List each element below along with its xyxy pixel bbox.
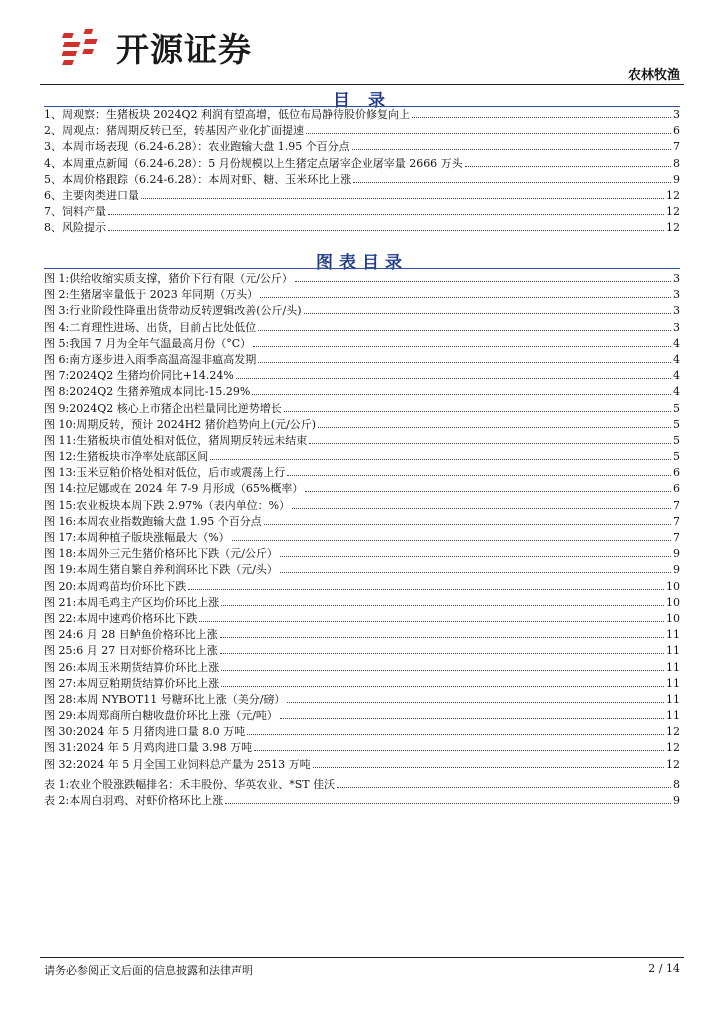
figure-entry[interactable] xyxy=(44,351,680,367)
figure-entry-num: 图 7: xyxy=(44,369,70,383)
dot-leader xyxy=(318,427,671,428)
figure-entry-txt: 生猪板块市值处相对低位，猪周期反转远未结束 xyxy=(76,433,308,447)
toc-list xyxy=(44,106,680,236)
figure-entry-pg: 12 xyxy=(666,757,680,771)
figure-entry-num: 图 32: xyxy=(44,757,77,771)
dot-leader xyxy=(258,330,671,331)
table-entry-pg: 8 xyxy=(673,778,680,791)
figure-entry[interactable] xyxy=(44,578,680,594)
table-entry-txt: 本周白羽鸡、对虾价格环比上涨 xyxy=(69,794,224,808)
dot-leader xyxy=(284,411,671,412)
figure-entry-pg: 7 xyxy=(673,531,680,544)
table-entry-num: 表 2: xyxy=(44,794,70,808)
toc-entry-num: 7、 xyxy=(44,205,62,219)
figure-entry-txt: 本周鸡苗均价环比下跌 xyxy=(76,579,187,593)
figure-entry-txt: 本周农业指数跑输大盘 1.95 个百分点 xyxy=(76,514,262,528)
figure-entry-num: 图 9: xyxy=(44,401,70,415)
dot-leader xyxy=(260,297,671,298)
figure-entry-num: 图 16: xyxy=(44,514,77,528)
figure-entry[interactable] xyxy=(44,756,680,772)
toc-entry[interactable] xyxy=(44,203,680,219)
dot-leader xyxy=(353,182,671,183)
toc-entry-txt: 饲料产量 xyxy=(62,205,106,219)
dot-leader xyxy=(108,230,664,231)
figure-entry-pg: 12 xyxy=(666,741,680,755)
figure-entry-pg: 10 xyxy=(666,611,680,625)
figure-entry-num: 图 15: xyxy=(44,498,77,512)
table-list xyxy=(44,776,680,808)
figure-entry-txt: 本周中速鸡价格环比下跌 xyxy=(76,611,198,625)
dot-leader xyxy=(295,281,671,282)
figure-entry-pg: 5 xyxy=(673,417,680,431)
figure-entry[interactable] xyxy=(44,383,680,399)
figure-entry-txt: 生猪屠宰量低于 2023 年同期（万头） xyxy=(69,288,259,302)
brand-name: 开源证券 xyxy=(116,30,252,69)
dot-leader xyxy=(221,605,664,606)
figure-entry-txt: 本周毛鸡主产区均价环比上涨 xyxy=(76,595,220,609)
figure-entry-txt: 生猪板块市净率处底部区间 xyxy=(76,450,209,464)
table-entry-txt: 农业个股涨跌幅排名：禾丰股份、华英农业、*ST 佳沃 xyxy=(69,778,336,791)
dot-leader xyxy=(220,637,664,638)
figure-entry-num: 图 20: xyxy=(44,579,77,593)
figure-entry-num: 图 14: xyxy=(44,482,77,496)
figure-entry-pg: 4 xyxy=(673,336,680,350)
page-header xyxy=(0,0,724,90)
figure-entry-num: 图 12: xyxy=(44,450,77,464)
figure-entry-num: 图 17: xyxy=(44,531,77,544)
figure-entry-num: 图 27: xyxy=(44,676,77,690)
figure-entry-num: 图 11: xyxy=(44,433,77,447)
toc-entry-txt: 本周重点新闻（6.24-6.28）：5 月份规模以上生猪定点屠宰企业屠宰量 2666 万头 xyxy=(62,156,463,170)
dot-leader xyxy=(108,214,664,215)
figure-entry[interactable] xyxy=(44,319,680,335)
figure-entry-num: 图 6: xyxy=(44,352,70,366)
figure-entry-num: 图 4: xyxy=(44,320,70,334)
figure-entry[interactable] xyxy=(44,659,680,675)
company-logo xyxy=(62,24,252,71)
figure-entry[interactable] xyxy=(44,513,680,529)
figure-entry[interactable] xyxy=(44,707,680,723)
figure-entry-pg: 3 xyxy=(673,320,680,334)
figure-entry[interactable] xyxy=(44,464,680,480)
toc-entry[interactable] xyxy=(44,187,680,203)
figure-entry[interactable] xyxy=(44,286,680,302)
figure-entry[interactable] xyxy=(44,416,680,432)
dot-leader xyxy=(141,198,664,199)
toc-entry-txt: 本周价格跟踪（6.24-6.28）：本周对虾、糖、玉米环比上涨 xyxy=(62,172,352,186)
figure-entry-txt: 二育理性进场、出货，目前占比处低位 xyxy=(69,320,257,334)
table-entry[interactable] xyxy=(44,776,680,792)
dot-leader xyxy=(337,787,671,788)
dot-leader xyxy=(225,803,671,804)
figure-entry-num: 图 26: xyxy=(44,660,77,674)
dot-leader xyxy=(236,378,671,379)
figure-entry[interactable] xyxy=(44,448,680,464)
figure-entry-num: 图 24: xyxy=(44,628,77,642)
dot-leader xyxy=(292,508,671,509)
dot-leader xyxy=(280,718,664,719)
figure-entry-pg: 6 xyxy=(673,466,680,480)
toc-entry[interactable] xyxy=(44,138,680,154)
figure-entry-num: 图 5: xyxy=(44,336,70,350)
toc-entry-num: 6、 xyxy=(44,188,62,202)
figure-entry-pg: 9 xyxy=(673,563,680,577)
dot-leader xyxy=(220,653,664,654)
figure-entry-pg: 10 xyxy=(666,579,680,593)
figure-entry-num: 图 21: xyxy=(44,595,77,609)
figure-entry-num: 图 1: xyxy=(44,272,70,285)
toc-entry-pg: 12 xyxy=(666,205,680,219)
toc-entry-num: 5、 xyxy=(44,172,62,186)
figure-entry-pg: 4 xyxy=(673,385,680,399)
toc-entry[interactable] xyxy=(44,155,680,171)
figure-entry-pg: 11 xyxy=(666,644,680,658)
figure-entry[interactable] xyxy=(44,739,680,755)
figure-entry[interactable] xyxy=(44,432,680,448)
figure-entry-num: 图 19: xyxy=(44,563,77,577)
toc-entry-pg: 3 xyxy=(673,108,680,121)
dot-leader xyxy=(253,346,671,347)
dot-leader xyxy=(280,556,671,557)
figure-entry-pg: 7 xyxy=(673,498,680,512)
dot-leader xyxy=(465,166,671,167)
figure-entry-txt: 本周生猪自繁自养利润环比下跌（元/头） xyxy=(76,563,278,577)
figure-entry-pg: 3 xyxy=(673,272,680,285)
toc-entry[interactable] xyxy=(44,219,680,235)
figure-entry-txt: 2024Q2 生猪均价同比+14.24% xyxy=(69,369,234,383)
dot-leader xyxy=(199,621,664,622)
figure-entry-pg: 5 xyxy=(673,450,680,464)
figure-entry-pg: 5 xyxy=(673,401,680,415)
dot-leader xyxy=(252,394,671,395)
toc-entry-txt: 主要肉类进口量 xyxy=(62,188,139,202)
figure-entry-pg: 3 xyxy=(673,288,680,302)
dot-leader xyxy=(287,475,671,476)
figure-entry-pg: 11 xyxy=(666,628,680,642)
figure-entry-pg: 12 xyxy=(666,725,680,739)
toc-entry-pg: 12 xyxy=(666,188,680,202)
page-number: 2 / 14 xyxy=(648,962,680,975)
toc-entry-num: 1、 xyxy=(44,108,62,121)
toc-entry[interactable] xyxy=(44,106,680,122)
figure-entry[interactable] xyxy=(44,675,680,691)
figure-toc-title: 图表目录 xyxy=(316,253,408,273)
figure-entry[interactable] xyxy=(44,594,680,610)
figure-entry-pg: 4 xyxy=(673,369,680,383)
figure-entry[interactable] xyxy=(44,367,680,383)
figure-entry-num: 图 28: xyxy=(44,692,77,706)
figure-entry[interactable] xyxy=(44,302,680,318)
figure-entry-num: 图 13: xyxy=(44,466,77,480)
dot-leader xyxy=(254,750,664,751)
figure-entry-num: 图 31: xyxy=(44,741,77,755)
figure-entry-txt: 6 月 27 日对虾价格环比上涨 xyxy=(76,644,218,658)
toc-entry[interactable] xyxy=(44,122,680,138)
figure-entry-pg: 3 xyxy=(673,304,680,318)
toc-entry-pg: 9 xyxy=(673,172,680,186)
toc-entry-pg: 6 xyxy=(673,124,680,138)
table-entry-pg: 9 xyxy=(673,794,680,808)
footer-divider xyxy=(40,957,684,958)
figure-entry-pg: 4 xyxy=(673,352,680,366)
figure-entry[interactable] xyxy=(44,545,680,561)
figure-entry-num: 图 30: xyxy=(44,725,77,739)
figure-entry[interactable] xyxy=(44,610,680,626)
dot-leader xyxy=(313,767,664,768)
dot-leader xyxy=(304,313,672,314)
figure-entry-txt: 2024 年 5 月全国工业饲料总产量为 2513 万吨 xyxy=(76,757,311,771)
table-entry-num: 表 1: xyxy=(44,778,70,791)
figure-entry-txt: 6 月 28 日鲈鱼价格环比上涨 xyxy=(76,628,218,642)
dot-leader xyxy=(247,734,664,735)
figure-entry[interactable] xyxy=(44,561,680,577)
dot-leader xyxy=(264,524,671,525)
dot-leader xyxy=(280,572,671,573)
figure-entry-num: 图 22: xyxy=(44,611,77,625)
toc-entry-num: 4、 xyxy=(44,156,62,170)
figure-entry[interactable] xyxy=(44,480,680,496)
dot-leader xyxy=(232,540,671,541)
figure-entry-num: 图 29: xyxy=(44,709,77,723)
figure-entry-txt: 本周种植子版块涨幅最大（%） xyxy=(76,531,230,544)
logo-mark-icon xyxy=(62,27,106,69)
toc-entry-pg: 7 xyxy=(673,140,680,154)
figure-entry-txt: 玉米豆粕价格处相对低位，后市或震荡上行 xyxy=(76,466,286,480)
figure-entry-txt: 南方逐步进入雨季高温高湿非瘟高发期 xyxy=(69,352,257,366)
figure-entry-pg: 6 xyxy=(673,482,680,496)
toc-entry-num: 8、 xyxy=(44,221,62,235)
figure-entry[interactable] xyxy=(44,642,680,658)
figure-entry[interactable] xyxy=(44,400,680,416)
figure-entry-pg: 11 xyxy=(666,676,680,690)
figure-entry-txt: 拉尼娜或在 2024 年 7-9 月形成（65%概率） xyxy=(76,482,304,496)
sector-label: 农林牧渔 xyxy=(627,68,680,83)
figure-entry-txt: 2024Q2 生猪养殖成本同比-15.29% xyxy=(69,385,251,399)
figure-entry-txt: 我国 7 月为全年气温最高月份（°C） xyxy=(69,336,252,350)
figure-entry-txt: 本周 NYBOT11 号糖环比上涨（美分/磅） xyxy=(76,692,286,706)
toc-entry-txt: 周观点：猪周期反转已至，转基因产业化扩面提速 xyxy=(62,124,304,138)
figure-entry-num: 图 2: xyxy=(44,288,70,302)
figure-entry-pg: 11 xyxy=(666,709,680,723)
figure-entry-txt: 2024 年 5 月鸡肉进口量 3.98 万吨 xyxy=(76,741,253,755)
figure-entry-num: 图 8: xyxy=(44,385,70,399)
figure-entry-txt: 本周外三元生猪价格环比下跌（元/公斤） xyxy=(76,547,278,561)
figure-entry[interactable] xyxy=(44,691,680,707)
dot-leader xyxy=(210,459,671,460)
figure-entry-txt: 行业阶段性降重出货带动反转逻辑改善(公斤/头) xyxy=(69,304,302,318)
toc-entry-txt: 风险提示 xyxy=(62,221,106,235)
header-divider xyxy=(40,84,684,85)
figure-entry[interactable] xyxy=(44,335,680,351)
dot-leader xyxy=(287,702,664,703)
figure-entry-txt: 本周豆粕期货结算价环比上涨 xyxy=(76,676,220,690)
figure-entry[interactable] xyxy=(44,723,680,739)
dot-leader xyxy=(412,117,671,118)
toc-entry[interactable] xyxy=(44,171,680,187)
toc-title: 目 录 xyxy=(333,91,391,111)
table-entry[interactable] xyxy=(44,792,680,808)
figure-entry-pg: 10 xyxy=(666,595,680,609)
figure-list xyxy=(44,270,680,772)
dot-leader xyxy=(221,686,664,687)
dot-leader xyxy=(188,589,664,590)
figure-entry-pg: 7 xyxy=(673,514,680,528)
figure-entry-num: 图 10: xyxy=(44,417,77,431)
toc-entry-txt: 周观察：生猪板块 2024Q2 利润有望高增，低位布局静待股价修复向上 xyxy=(62,108,411,121)
toc-entry-num: 2、 xyxy=(44,124,62,138)
figure-entry[interactable] xyxy=(44,270,680,286)
figure-entry-txt: 2024 年 5 月猪肉进口量 8.0 万吨 xyxy=(76,725,246,739)
figure-entry-num: 图 18: xyxy=(44,547,77,561)
dot-leader xyxy=(306,133,671,134)
figure-entry-num: 图 3: xyxy=(44,304,70,318)
footer-disclaimer: 请务必参阅正文后面的信息披露和法律声明 xyxy=(44,964,253,977)
figure-entry[interactable] xyxy=(44,626,680,642)
figure-entry-txt: 本周玉米期货结算价环比上涨 xyxy=(76,660,220,674)
toc-entry-num: 3、 xyxy=(44,140,62,154)
figure-entry[interactable] xyxy=(44,497,680,513)
figure-entry-txt: 本周郑商所白糖收盘价环比上涨（元/吨） xyxy=(76,709,278,723)
dot-leader xyxy=(352,149,671,150)
figure-toc-divider xyxy=(44,268,680,269)
dot-leader xyxy=(258,362,671,363)
toc-entry-pg: 8 xyxy=(673,156,680,170)
figure-entry-txt: 周期反转，预计 2024H2 猪价趋势向上(元/公斤) xyxy=(76,417,317,431)
figure-entry-num: 图 25: xyxy=(44,644,77,658)
figure-entry-txt: 农业板块本周下跌 2.97%（表内单位：%） xyxy=(76,498,291,512)
dot-leader xyxy=(305,491,671,492)
dot-leader xyxy=(309,443,671,444)
figure-entry-pg: 11 xyxy=(666,692,680,706)
toc-entry-pg: 12 xyxy=(666,221,680,235)
dot-leader xyxy=(221,670,664,671)
figure-entry[interactable] xyxy=(44,529,680,545)
figure-entry-pg: 5 xyxy=(673,433,680,447)
figure-entry-pg: 11 xyxy=(666,660,680,674)
figure-entry-pg: 9 xyxy=(673,547,680,561)
toc-entry-txt: 本周市场表现（6.24-6.28）：农业跑输大盘 1.95 个百分点 xyxy=(62,140,350,154)
figure-entry-txt: 供给收缩实质支撑，猪价下行有限（元/公斤） xyxy=(69,272,293,285)
figure-entry-txt: 2024Q2 核心上市猪企出栏量同比逆势增长 xyxy=(69,401,282,415)
